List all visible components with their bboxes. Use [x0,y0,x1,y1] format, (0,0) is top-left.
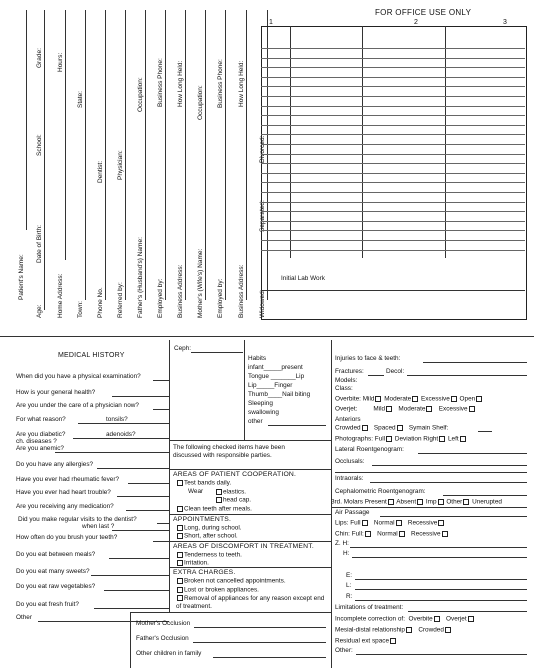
history-question: Do you eat raw vegetables? [16,583,96,590]
habits-lip: Lip_____Finger [248,382,293,389]
checkbox[interactable] [177,587,183,593]
habits-swallowing: swallowing [248,409,279,416]
line [408,611,527,612]
history-question: How is your general health? [16,389,96,396]
label-town: Town: [77,301,84,318]
history-answer-line[interactable] [94,608,169,609]
history-question: Did you make regular visits to the dentist? [18,516,137,523]
office-row-line [261,48,525,49]
label-employed-by-mother: Employed by: [217,278,224,318]
line [372,465,527,466]
coop-elastics [215,489,246,496]
office-row-line [261,192,525,193]
office-row-line [261,240,525,241]
appt-long [176,525,242,532]
line [380,516,527,517]
crowded-label: Crowded [335,424,361,432]
photographs-row [335,436,467,443]
checkbox[interactable] [476,396,482,402]
line [268,425,326,426]
line [418,453,527,454]
history-answer-line[interactable] [109,558,169,559]
extra-title: EXTRA CHARGES. [173,569,236,576]
line [355,579,527,580]
mild-label: Mild [373,405,386,413]
office-row-line [261,182,525,183]
history-question: Are you receiving any medication? [16,503,114,510]
label-business-address-mother: Business Address: [238,264,245,318]
recessive-label: Recessive [407,519,438,527]
office-row-line [261,230,525,231]
line [370,482,527,483]
label-occupation-mother: Occupation: [197,85,204,120]
checkbox[interactable] [438,520,444,526]
excessive2-label: Excessive [438,405,468,413]
appt-long-text: Long, during school. [184,524,242,532]
checkbox[interactable] [362,425,368,431]
label-school: School: [36,134,43,156]
checkbox[interactable] [396,520,402,526]
deviation-label: Deviation Right [394,435,439,443]
habits-infant: infant_____present [248,364,303,371]
incomplete-label: Incomplete correction of: [335,615,405,623]
decol-label: Decol: [386,368,405,375]
discomfort-title: AREAS OF DISCOMFORT IN TREATMENT. [173,543,314,550]
line [145,10,146,300]
office-row-line [261,290,525,291]
office-row-line [261,211,525,212]
intraorals-label: Intraorals: [335,475,364,482]
label-dentist: Dentist: [97,160,104,183]
r-label: R: [346,593,353,600]
overbite-row [335,396,483,403]
checkbox[interactable] [442,531,448,537]
label-employed-by-father: Employed by: [157,278,164,318]
photographs-label: Photographs: Full [335,435,386,443]
checkbox[interactable] [406,627,412,633]
history-answer-line[interactable] [117,496,169,497]
label-divorced: Divorced: [259,135,266,163]
extra-lost-text: Lost or broken appliances. [184,586,259,594]
divider [130,612,131,668]
divider [169,541,331,542]
checkbox[interactable] [390,638,396,644]
office-col-3: 3 [503,19,507,26]
office-row-line [261,134,525,135]
label-separated: Separated: [259,200,266,232]
injuries-label: Injuries to face & teeth: [335,355,401,362]
line [26,10,27,230]
col-divider [362,26,363,258]
checkbox[interactable] [386,406,392,412]
checkbox[interactable] [375,396,381,402]
label-business-phone-mother: Business Phone: [217,59,224,108]
line [335,472,527,473]
line [443,495,527,496]
mother-occlusion: Mother's Occlusion [136,620,191,627]
label-patient-name: Patient's Name: [18,254,25,300]
col-divider [445,26,446,258]
office-row-line [261,77,525,78]
habits-other: other [248,418,263,425]
office-row-line [261,67,525,68]
history-question: Other [16,614,32,621]
label-grade: Grade: [36,48,43,68]
history-title: MEDICAL HISTORY [58,352,125,359]
line [85,10,86,300]
line [352,557,527,558]
history-question: Do you have any allergies? [16,461,94,468]
when-last-label: when last ? [82,523,115,530]
overjet2-label: Overjet [446,615,467,623]
history-answer-line[interactable] [126,510,169,511]
molars-row [331,499,502,506]
label-referred-by: Referred by: [117,282,124,318]
habits-title: Habits [248,355,267,362]
residual-row [335,638,397,645]
checkbox[interactable] [451,396,457,402]
extra-broken [176,578,286,585]
office-row-line [261,221,525,222]
label-physician: Physician: [117,150,124,180]
extra-removal [176,595,326,611]
checkbox[interactable] [399,531,405,537]
line [355,589,527,590]
crowded2-label: Crowded [418,626,444,634]
air-passage-label: Air Passage [335,509,370,516]
lab-work-label: Initial Lab Work [281,275,325,282]
label-phone: Phone No. [97,287,104,318]
checkbox[interactable] [216,497,222,503]
extra-removal-text: Removal of appliances for any reason except end of treatment. [176,595,325,610]
history-answer-line[interactable] [153,409,169,410]
history-answer-line[interactable] [55,452,169,453]
history-answer-line[interactable] [91,575,169,576]
checkbox[interactable] [177,560,183,566]
habits-thumb: Thumb____Nail biting [248,391,311,398]
label-occupation-father: Occupation: [137,77,144,112]
mesial-label: Mesial-distal relationship [335,626,405,634]
line [368,375,384,376]
line [136,438,169,439]
coop-head-cap-text: head cap. [223,496,252,504]
divider [331,507,527,508]
label-home-address: Home Address: [57,273,64,318]
adenoids-label: adenoids? [106,431,136,438]
father-occlusion: Father's Occlusion [136,635,189,642]
history-answer-line[interactable] [104,590,169,591]
checkbox[interactable] [177,506,183,512]
other-right-label: Other: [335,647,353,654]
history-answer-line[interactable] [112,396,169,397]
history-question: Do you eat many sweets? [16,568,90,575]
line [65,10,66,260]
office-row-line [261,163,525,164]
coop-test-bands [176,480,231,487]
history-answer-line[interactable] [97,468,169,469]
checkbox[interactable] [177,525,183,531]
molars-label: 3rd. Molars Present [331,498,387,506]
divider [130,612,331,613]
overbite2-label: Overbite [408,615,433,623]
chin-label: Chin: Full: [335,530,364,538]
office-title: FOR OFFICE USE ONLY [375,8,472,17]
office-row-line [261,173,525,174]
line [478,431,492,432]
label-age: Age: [36,304,43,318]
ceph-roent-label: Cephalometric Roentgenogram: [335,488,426,495]
history-question: Have you ever had rheumatic fever? [16,476,120,483]
cooperation-title: AREAS OF PATIENT COOPERATION. [173,471,297,478]
coop-wear: Wear [188,488,204,495]
checkbox[interactable] [362,520,368,526]
line [125,10,126,300]
unerupted-label: Unerupted [472,498,502,506]
checkbox[interactable] [434,616,440,622]
symain-label: Symain Shelf: [408,424,449,432]
extra-broken-text: Broken not cancelled appointments. [184,577,286,585]
normal2-label: Normal [377,530,398,538]
checkbox[interactable] [388,499,394,505]
line [423,362,527,363]
line [105,10,106,300]
open-label: Open [459,395,476,403]
office-row-line [261,96,525,97]
normal-label: Normal [373,519,395,527]
checkbox[interactable] [177,578,183,584]
label-date-of-birth: Date of Birth: [36,225,43,263]
crowded-row [335,425,448,432]
checkbox[interactable] [177,533,183,539]
habits-tongue: Tongue _______Lip [248,373,305,380]
history-question: Are you anemic? [16,445,64,452]
coop-clean-teeth [176,506,252,513]
divider [169,567,331,568]
tonsils-label: tonsils? [106,416,128,423]
history-question: When did you have a physical examination? [16,373,141,380]
anteriors-label: Anteriors [335,416,361,423]
z-label: Z. H: [335,540,349,547]
line [225,10,226,300]
history-answer-line[interactable] [153,541,169,542]
label-business-phone-father: Business Phone: [157,58,164,107]
checkbox[interactable] [177,595,183,601]
checkbox[interactable] [386,436,392,442]
history-answer-line[interactable] [153,380,169,381]
checkbox[interactable] [365,531,371,537]
label-business-address-father: Business Address: [177,264,184,318]
office-row-line [261,106,525,107]
line [112,530,169,531]
line [407,375,527,376]
discomfort-tenderness-text: Tenderness to teeth. [184,551,242,559]
ch-diseases-label: ch. diseases ? [16,438,57,445]
line [44,10,45,310]
office-row-line [261,250,525,251]
label-how-long-held-father: How Long Held: [177,60,184,107]
notice-text: The following checked items have been discussed with responsible parties. [173,444,285,459]
lips-label: Lips: Full [335,519,361,527]
appt-short [176,533,238,540]
checkbox[interactable] [177,480,183,486]
spaced-label: Spaced [373,424,396,432]
residual-label: Residual ext space [335,637,389,645]
children-occlusion: Other children in family [136,650,202,657]
office-col-2: 2 [414,19,418,26]
overjet-label: Overjet: [335,405,358,413]
limitations-label: Limitations of treatment: [335,604,404,611]
extra-lost [176,587,259,594]
checkbox[interactable] [177,552,183,558]
line [191,352,243,353]
moderate2-label: Moderate [398,405,426,413]
divider [169,440,331,441]
line [356,654,527,655]
history-question: Have you ever had heart trouble? [16,489,111,496]
class-label: Class: [335,385,353,392]
coop-head-cap [215,497,251,504]
office-row-line [261,115,525,116]
checkbox[interactable] [468,616,474,622]
absent-label: Absent [396,498,417,506]
divider [244,340,245,440]
ceph-label: Ceph: [174,345,192,352]
history-question: How often do you brush your teeth? [16,534,118,541]
incomplete-row [335,616,475,623]
line [246,10,247,300]
divider [169,514,331,515]
mesial-row [335,627,452,634]
office-row-line [261,58,525,59]
label-hours: Hours: [57,52,64,72]
fractures-label: Fractures: [335,368,364,375]
checkbox[interactable] [439,436,445,442]
discomfort-irritation-text: Irritation. [184,559,209,567]
excessive-label: Excessive [420,395,450,403]
checkbox[interactable] [412,396,418,402]
moderate-label: Moderate [384,395,412,403]
checkbox[interactable] [397,425,403,431]
office-row-line [261,154,525,155]
habits-sleeping: Sleeping [248,400,273,407]
line [213,657,326,658]
coop-test-bands-text: Test bands daily. [184,479,232,487]
col-divider [290,26,291,258]
discomfort-tenderness [176,552,242,559]
office-col-1: 1 [269,19,273,26]
history-answer-line[interactable] [157,523,169,524]
line [350,547,527,548]
office-row-line [261,144,525,145]
l-label: L: [346,582,352,589]
line [193,642,326,643]
checkbox[interactable] [460,436,466,442]
checkbox[interactable] [445,627,451,633]
office-row-line [261,202,525,203]
office-row-line [261,86,525,87]
line [165,10,166,300]
divider [169,469,331,470]
line [185,10,186,300]
line [205,10,206,300]
divider [169,340,170,612]
models-label: Models: [335,377,358,384]
lips-row [335,520,445,527]
e-label: E: [346,572,353,579]
overjet-row [335,406,476,413]
overbite-label: Overbite: Mild [335,395,375,403]
lateral-label: Lateral Roentgenogram: [335,446,404,453]
left-label: Left [448,435,459,443]
page-divider [0,336,534,337]
office-row-line [261,125,525,126]
checkbox[interactable] [426,406,432,412]
checkbox[interactable] [438,499,444,505]
history-question: Do you eat fresh fruit? [16,601,79,608]
history-question: Are you under the care of a physician now? [16,402,139,409]
history-question: For what reason? [16,416,66,423]
occlusals-label: Occlusals: [335,458,365,465]
chin-row [335,531,449,538]
history-question: Do you eat between meals? [16,551,96,558]
appointments-title: APPOINTMENTS. [173,516,232,523]
line [194,627,326,628]
checkbox[interactable] [216,489,222,495]
line [131,423,169,424]
label-how-long-held-mother: How Long Held: [238,60,245,107]
coop-clean-teeth-text: Clean teeth after meals. [184,505,252,513]
other-label: Other [446,498,463,506]
label-father-name: Father's (Husband's) Name: [137,237,144,318]
recessive2-label: Recessive [411,530,441,538]
checkbox[interactable] [417,499,423,505]
label-widowed: Widowed: [259,289,266,318]
history-question: Are you diabetic? [16,431,66,438]
imp-label: Imp [425,498,437,506]
h-label: H: [343,550,350,557]
label-state: State: [77,91,84,108]
label-mother-name: Mother's (Wife's) Name: [197,248,204,318]
checkbox[interactable] [463,499,469,505]
line [355,600,527,601]
checkbox[interactable] [469,406,475,412]
coop-elastics-text: elastics. [223,488,247,496]
appt-short-text: Short, after school. [184,532,238,540]
history-answer-line[interactable] [128,483,169,484]
